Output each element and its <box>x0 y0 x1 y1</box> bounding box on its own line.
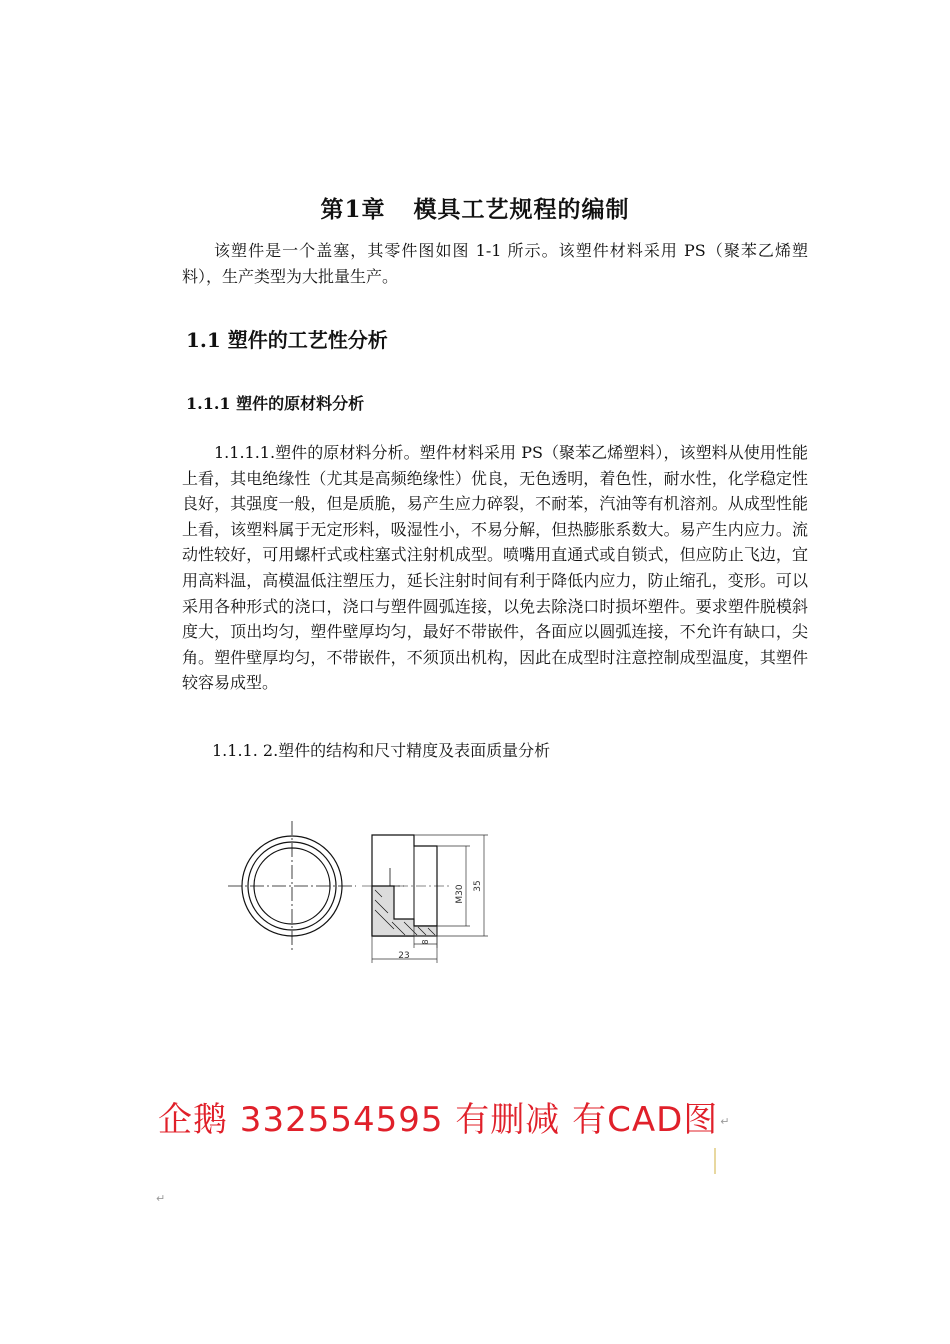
chapter-name: 模具工艺规程的编制 <box>413 196 630 224</box>
structure-subheading: 1.1.1. 2.塑件的结构和尺寸精度及表面质量分析 <box>212 741 551 760</box>
paragraph-mark: ↵ <box>720 1115 731 1128</box>
section-view <box>362 835 450 936</box>
dim-thread-label: M30 <box>455 884 465 904</box>
promo-text <box>158 1092 731 1141</box>
chapter-title <box>0 191 950 224</box>
text-cursor <box>714 1148 716 1174</box>
section-heading: 1.1 塑件的工艺性分析 <box>186 328 388 352</box>
body-paragraph: 1.1.1.1.塑件的原材料分析。塑件材料采用 PS（聚苯乙烯塑料），该塑料从使用性能上看，其电绝缘性（尤其是高频绝缘性）优良，无色透明，着色性，耐水性，化学稳定性良好，其强度一般，但是质脆，易产生应力碎裂，不耐苯，汽油等有机溶剂。从成型性能上看，该塑料属于无定形料，吸湿性小，不易分解，但热膨胀系数大。易产生内应力。流动性较好，可用螺杆式或柱塞式注射机成型。喷嘴用直通式或自锁式，但应防止飞边，宜用高料温，高模温低注塑压力，延长注射时间有利于降低内应力，防止缩孔，变形。可以采用各种形式的浇口，浇口与塑件圆弧连接，以免去除浇口时损坏塑件。要求塑件脱模斜度大，顶出均匀，塑件壁厚均匀，最好不带嵌件，各面应以圆弧连接，不允许有缺口，尖角。塑件壁厚均匀，不带嵌件，不须顶出机构，因此在成型时注意控制成型温度，其塑件较容易成型。 <box>182 443 808 693</box>
hatched-region <box>372 886 437 936</box>
dim-width-label: 23 <box>398 951 410 961</box>
paragraph-mark-end: ↵ <box>156 1192 166 1205</box>
subsection-heading: 1.1.1 塑件的原材料分析 <box>186 394 365 413</box>
dim-diameter-label: 35 <box>473 880 483 892</box>
intro-paragraph: 该塑件是一个盖塞，其零件图如图 1-1 所示。该塑件材料采用 PS（聚苯乙烯塑料），生产类型为大批量生产。 <box>182 241 808 286</box>
front-view <box>228 821 356 951</box>
promo-text-content: 企鹅 332554595 有删减 有CAD图 <box>158 1100 719 1140</box>
chapter-number: 第1章 <box>320 196 386 224</box>
dim-step-label: 8 <box>421 939 430 945</box>
part-drawing <box>222 818 502 968</box>
